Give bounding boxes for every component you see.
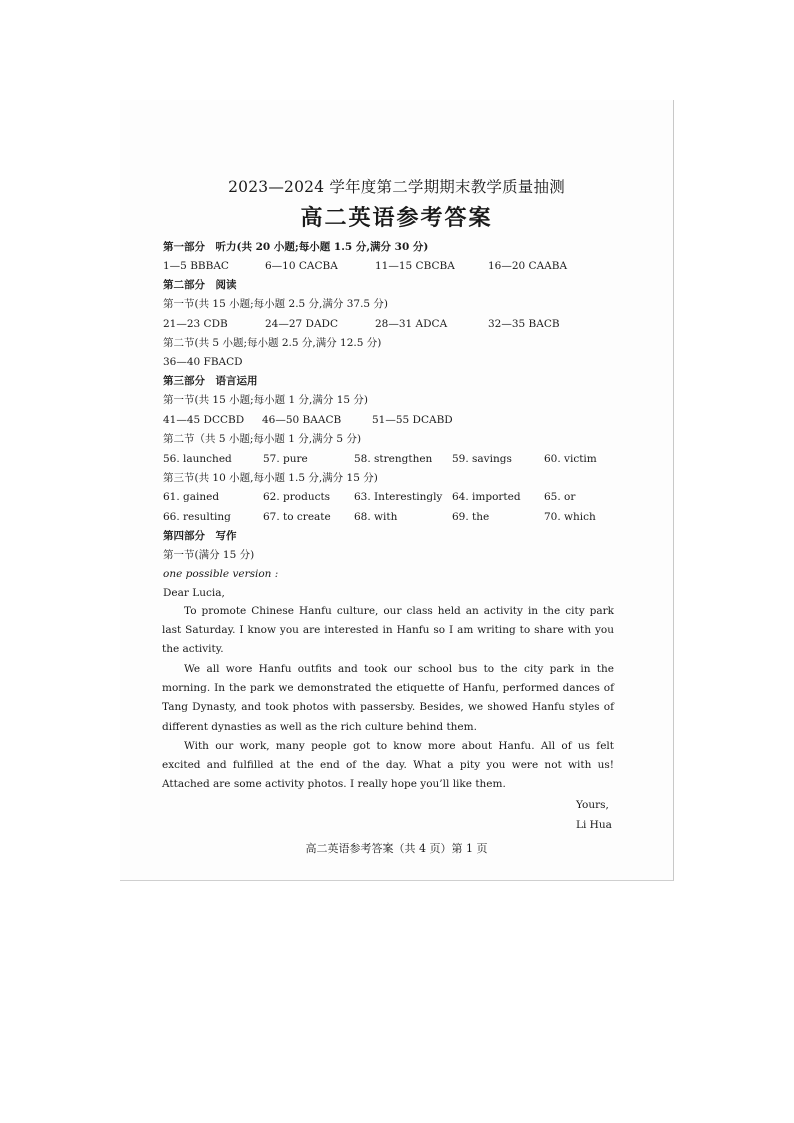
part2-sec1-heading: 第一节(共 15 小题;每小题 2.5 分,满分 37.5 分) xyxy=(163,298,389,310)
part1-answer: 11—15 CBCBA xyxy=(375,260,455,272)
part1-answer: 16—20 CAABA xyxy=(488,260,568,272)
part3-sec3-answer: 61. gained xyxy=(163,491,220,503)
part4-heading: 第四部分 写作 xyxy=(163,530,237,542)
part3-sec1-answer: 51—55 DCABD xyxy=(372,414,453,426)
part3-sec2-answer: 57. pure xyxy=(263,453,308,465)
part3-sec3-answer: 64. imported xyxy=(452,491,521,503)
part3-sec2-heading: 第二节（共 5 小题;每小题 1 分,满分 5 分) xyxy=(163,433,362,445)
part3-sec3-answer: 65. or xyxy=(544,491,576,503)
part2-sec1-answer: 28—31 ADCA xyxy=(375,318,448,330)
part3-sec3-heading: 第三节(共 10 小题,每小题 1.5 分,满分 15 分) xyxy=(163,472,378,484)
version-label: one possible version : xyxy=(163,568,279,580)
letter-paragraph: With our work, many people got to know more about Hanfu. All of us felt excited and fulfilled at the end of the day. What a pity you were not with us! Attached are some activity photos. I really hope you’ll like them. xyxy=(162,740,614,791)
letter-closing: Yours, xyxy=(576,799,609,811)
part1-answer: 6—10 CACBA xyxy=(265,260,338,272)
part2-heading: 第二部分 阅读 xyxy=(163,279,237,291)
part2-sec2-heading: 第二节(共 5 小题;每小题 2.5 分,满分 12.5 分) xyxy=(163,337,382,349)
part3-sec1-answer: 41—45 DCCBD xyxy=(163,414,245,426)
part3-sec1-answer: 46—50 BAACB xyxy=(262,414,342,426)
letter-signature: Li Hua xyxy=(576,819,612,831)
scanned-answer-sheet xyxy=(120,100,674,881)
part2-sec1-answer: 32—35 BACB xyxy=(488,318,560,330)
part2-sec1-answer: 24—27 DADC xyxy=(265,318,339,330)
part3-sec3-answer: 69. the xyxy=(452,511,490,523)
part3-sec3-answer: 66. resulting xyxy=(163,511,231,523)
part3-sec3-answer: 67. to create xyxy=(263,511,331,523)
part3-sec2-answer: 56. launched xyxy=(163,453,232,465)
part1-heading: 第一部分 听力(共 20 小题;每小题 1.5 分,满分 30 分) xyxy=(163,241,429,253)
part3-sec3-answer: 62. products xyxy=(263,491,331,503)
part3-sec3-answer: 63. Interestingly xyxy=(354,491,443,503)
exam-title: 2023—2024 学年度第二学期期末教学质量抽测 xyxy=(228,178,565,196)
letter-paragraph: We all wore Hanfu outfits and took our school bus to the city park in the morning. In the park we demonstrated the etiquette of Hanfu, performed dances of Tang Dynasty, and took photos with passersby. Besides, we showed Hanfu styles of different dynasties as well as the rich culture behind them. xyxy=(162,663,614,733)
part1-answer: 1—5 BBBAC xyxy=(163,260,229,272)
letter-paragraph: To promote Chinese Hanfu culture, our class held an activity in the city park last Saturday. I know you are interested in Hanfu so I am writing to share with you the activity. xyxy=(162,605,614,656)
part3-sec2-answer: 58. strengthen xyxy=(354,453,433,465)
document-title: 高二英语参考答案 xyxy=(300,205,493,231)
page-footer: 高二英语参考答案（共 4 页）第 1 页 xyxy=(305,842,488,855)
part3-sec3-answer: 68. with xyxy=(354,511,398,523)
part3-sec2-answer: 60. victim xyxy=(544,453,597,465)
part3-heading: 第三部分 语言运用 xyxy=(163,375,258,387)
part4-sec1-heading: 第一节(满分 15 分) xyxy=(163,549,255,561)
part3-sec3-answer: 70. which xyxy=(544,511,596,523)
part3-sec2-answer: 59. savings xyxy=(452,453,512,465)
part2-sec1-answer: 21—23 CDB xyxy=(163,318,228,330)
part3-sec1-heading: 第一节(共 15 小题;每小题 1 分,满分 15 分) xyxy=(163,394,368,406)
part2-sec2-answer: 36—40 FBACD xyxy=(163,356,243,368)
letter-greeting: Dear Lucia, xyxy=(163,587,225,599)
